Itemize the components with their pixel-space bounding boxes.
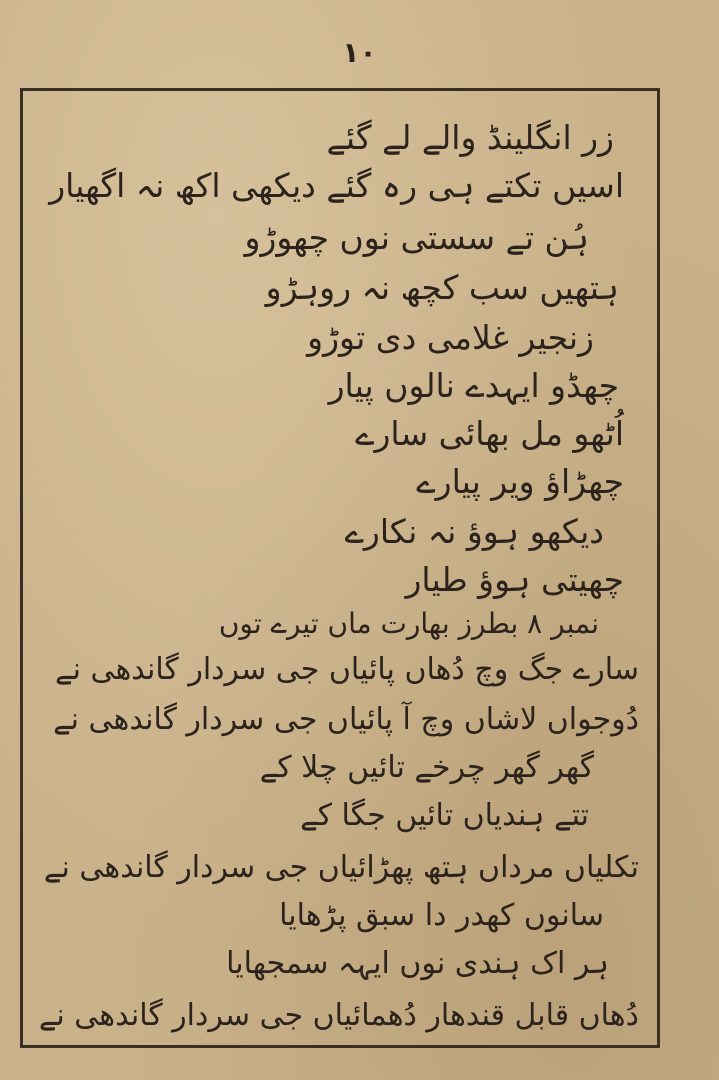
poem-line: چھیتی ہوؤ طیار: [405, 560, 624, 599]
poem-line: اُٹھو مل بھائی سارے: [355, 414, 624, 453]
poem-line: چھڈو ایہدے نالوں پیار: [328, 366, 619, 405]
section-line: تتے ہندیاں تائیں جگا کے: [300, 798, 589, 833]
poem-line: زر انگلینڈ والے لے گئے: [326, 118, 614, 157]
section-line: دُوجواں لاشاں وچ آ پائیاں جی سردار گاندھی نے: [53, 702, 639, 737]
section-line: ہر اک ہندی نوں ایہہ سمجھایا: [226, 946, 609, 981]
section-line: دُھاں قابل قندھار دُھمائیاں جی سردار گاندھی نے: [38, 998, 639, 1033]
poem-line: ہُن تے سستی نوں چھوڑو: [244, 218, 589, 257]
poem-line: چھڑاؤ ویر پیارے: [416, 462, 624, 501]
poem-line: ہتھیں سب کچھ نہ روہڑو: [265, 268, 619, 307]
section-line: سانوں کھدر دا سبق پڑھایا: [279, 898, 604, 933]
page-number: ۱۰: [342, 36, 377, 69]
poem-line: اسیں تکتے ہی رہ گئے دیکھی اکھ نہ اگھیار: [49, 166, 624, 205]
poem-line: دیکھو ہوؤ نہ نکارے: [344, 512, 604, 551]
section-line: سارے جگ وچ دُھاں پائیاں جی سردار گاندھی نے: [55, 652, 639, 687]
section-heading: نمبر ۸ بطرز بھارت ماں تیرے توں: [218, 607, 599, 640]
section-line: گھر گھر چرخے تائیں چلا کے: [259, 750, 594, 785]
poem-line: زنجیر غلامی دی توڑو: [307, 318, 594, 357]
section-line: تکلیاں مرداں ہتھ پھڑائیاں جی سردار گاندھی نے: [43, 850, 639, 885]
